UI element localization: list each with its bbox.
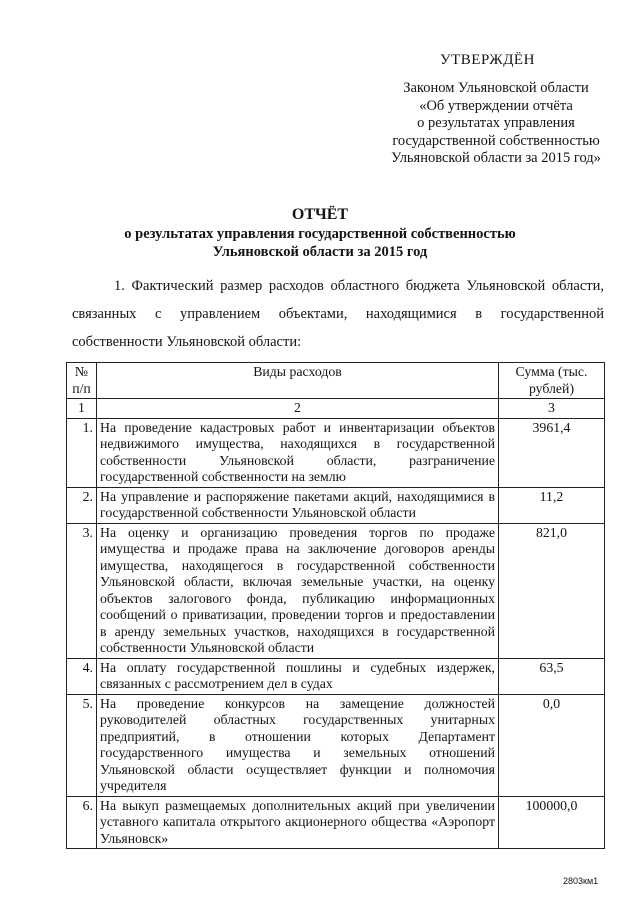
table-row — [67, 694, 605, 796]
law-line: «Об утверждении отчёта — [419, 97, 573, 114]
row-num: 1. — [67, 418, 97, 487]
expenses-table — [66, 362, 605, 849]
header-type: Виды расходов — [97, 363, 499, 399]
row-desc: На проведение кадастровых работ и инвентаризации объектов недвижимого имущества, находящихся в государственной собственности Ульяновской области, разграничение государственной собственности на землю — [97, 418, 499, 487]
document-subtitle-line: Ульяновской области за 2015 год — [212, 244, 428, 260]
row-num: 3. — [67, 523, 97, 658]
row-desc: На выкуп размещаемых дополнительных акций при увеличении уставного капитала открытого акционерного общества «Аэропорт Ульяновск» — [97, 796, 499, 849]
row-sum: 821,0 — [499, 523, 605, 658]
header-sum: Сумма (тыс. рублей) — [499, 363, 605, 399]
row-sum: 0,0 — [499, 694, 605, 796]
row-num: 6. — [67, 796, 97, 849]
table-index-row — [67, 399, 605, 419]
law-line: о результатах управления — [417, 115, 575, 131]
table-header-row — [67, 363, 605, 399]
row-sum: 63,5 — [499, 658, 605, 694]
row-num: 2. — [67, 487, 97, 523]
table-row — [67, 658, 605, 694]
approval-heading: УТВЕРЖДЁН — [440, 52, 535, 68]
row-desc: На оценку и организацию проведения торгов по продаже имущества и продаже права на заключение договоров аренды имущества, находящегося в государственной собственности Ульяновской области, включая земельные участки, на оценку объектов залогового фонда, публикацию информационных сообщений о приватизации, проведении торгов и предоставлении в аренду земельных участков, находящихся в государственной собственности Ульяновской области — [97, 523, 499, 658]
index-cell: 1 — [67, 399, 97, 419]
law-line: государственной собственностью — [392, 132, 600, 149]
header-num: № п/п — [67, 363, 97, 399]
table-row — [67, 523, 605, 658]
index-cell: 3 — [499, 399, 605, 419]
row-sum: 100000,0 — [499, 796, 605, 849]
law-line: Ульяновской области за 2015 год» — [391, 150, 601, 166]
row-num: 5. — [67, 694, 97, 796]
row-desc: На управление и распоряжение пакетами акций, находящимися в государственной собственности Ульяновской области — [97, 487, 499, 523]
row-sum: 3961,4 — [499, 418, 605, 487]
table-row — [67, 796, 605, 849]
row-num: 4. — [67, 658, 97, 694]
row-desc: На оплату государственной пошлины и судебных издержек, связанных с рассмотрением дел в судах — [97, 658, 499, 694]
footer-code: 2803км1 — [563, 876, 599, 886]
document-subtitle: о результатах управления государственной собственностью — [124, 226, 516, 242]
row-desc: На проведение конкурсов на замещение должностей руководителей областных государственных унитарных предприятий, в отношении которых Департамент государственного имущества и земельных отношений Ульяновской области осуществляет функции и полномочия учредителя — [97, 694, 499, 796]
table-row — [67, 418, 605, 487]
law-line: Законом Ульяновской области — [403, 80, 589, 96]
document-title: ОТЧЁТ — [291, 206, 349, 223]
index-cell: 2 — [97, 399, 499, 419]
approving-law — [360, 80, 632, 168]
table-row — [67, 487, 605, 523]
intro-paragraph: 1. Фактический размер расходов областного бюджета Ульяновской области, связанных с управлением объектами, находящимися в государственной собственности Ульяновской области: — [72, 278, 604, 350]
row-sum: 11,2 — [499, 487, 605, 523]
